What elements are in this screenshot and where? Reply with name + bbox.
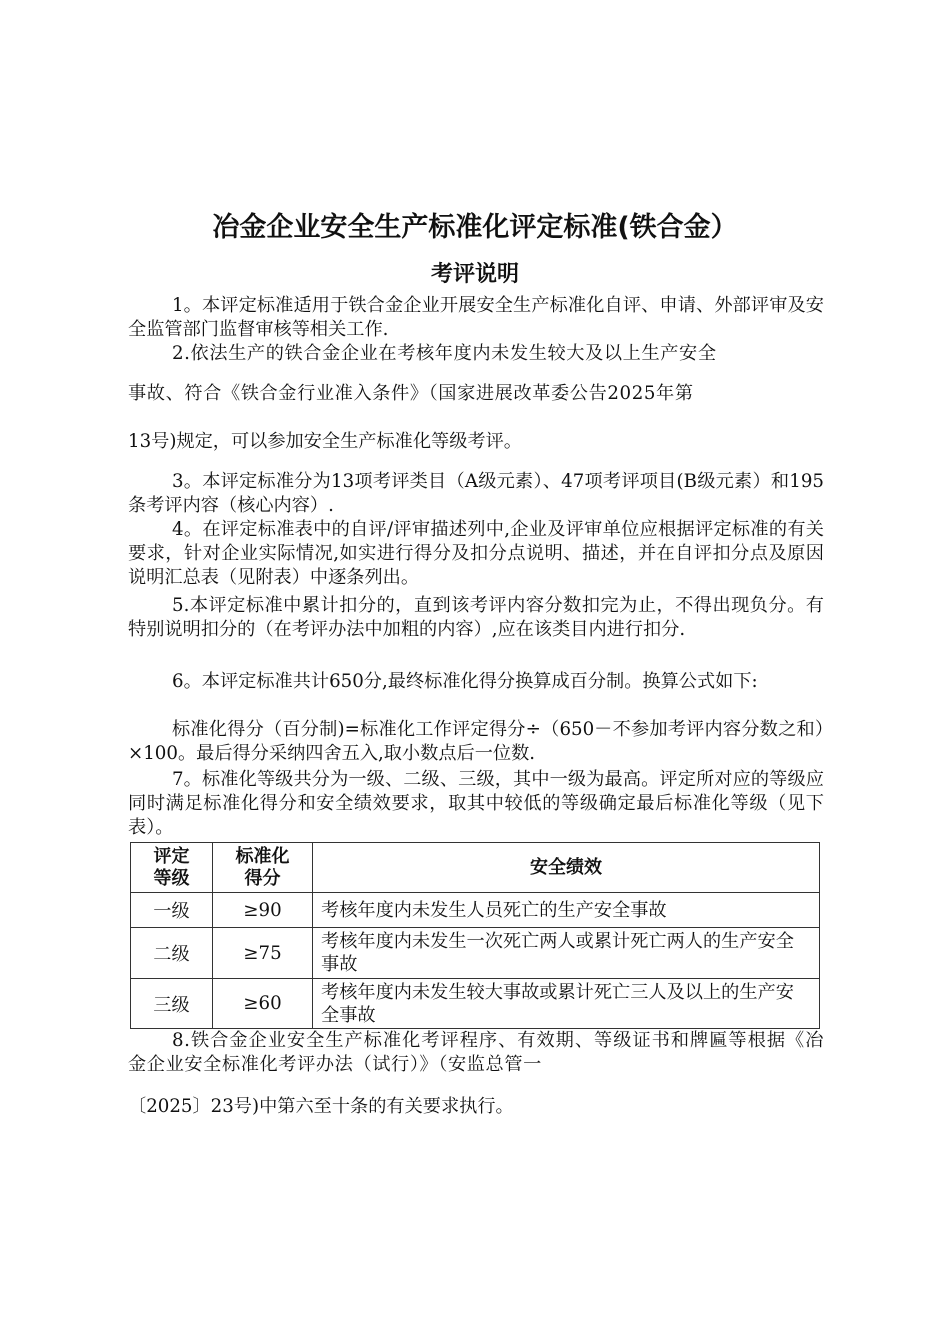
header-level-line-2: 等级 — [153, 867, 190, 889]
clause-5 — [128, 594, 824, 642]
clause-7 — [128, 768, 824, 840]
header-level-line-1: 评定 — [153, 845, 190, 867]
section-heading: 考评说明 — [430, 262, 519, 287]
document-title: 冶金企业安全生产标准化评定标准(铁合金） — [212, 212, 738, 243]
clause-1-text: 1。本评定标准适用于铁合金企业开展安全生产标准化自评、申请、外部评审及安全监管部门监督审核等相关工作. — [128, 295, 824, 340]
row-level: 二级 — [131, 928, 213, 979]
clause-8-end — [128, 1095, 824, 1119]
row-score: ≥60 — [213, 979, 313, 1029]
clause-8 — [128, 1029, 824, 1077]
table-row — [131, 893, 820, 928]
header-performance: 安全绩效 — [313, 843, 820, 893]
clause-7-text: 7。标准化等级共分为一级、二级、三级，其中一级为最高。评定所对应的等级应同时满足标准化得分和安全绩效要求，取其中较低的等级确定最后标准化等级（见下表）。 — [128, 769, 824, 838]
clause-8-line-3: 〔2025〕23号)中第六至十条的有关要求执行。 — [128, 1096, 514, 1117]
grade-table — [130, 842, 820, 1029]
table-row — [131, 928, 820, 979]
clause-2 — [128, 342, 824, 366]
row-performance: 考核年度内未发生较大事故或累计死亡三人及以上的生产安全事故 — [313, 979, 820, 1029]
clause-2-line-3: 13号)规定，可以参加安全生产标准化等级考评。 — [128, 431, 522, 452]
row-score: ≥90 — [213, 893, 313, 928]
header-level — [131, 843, 213, 893]
clause-3-text: 3。本评定标准分为13项考评类目（A级元素）、47项考评项目(B级元素）和195条考评内容（核心内容）. — [128, 471, 824, 516]
header-score-line-2: 得分 — [244, 867, 281, 889]
clause-2-cont — [128, 382, 824, 406]
clause-6 — [128, 670, 824, 694]
clause-6-formula — [128, 718, 824, 766]
clause-8-text: 8.铁合金企业安全生产标准化考评程序、有效期、等级证书和牌匾等根据《冶金企业安全标准化考评办法（试行）》（安监总管一 — [128, 1030, 824, 1075]
row-performance: 考核年度内未发生一次死亡两人或累计死亡两人的生产安全事故 — [313, 928, 820, 979]
header-score — [213, 843, 313, 893]
clause-2-line-2: 事故、符合《铁合金行业准入条件》（国家进展改革委公告2025年第 — [128, 383, 694, 404]
clause-4-text: 4。在评定标准表中的自评/评审描述列中,企业及评审单位应根据评定标准的有关要求，针对企业实际情况,如实进行得分及扣分点说明、描述，并在自评扣分点及原因说明汇总表（见附表）中逐条列出。 — [128, 519, 824, 588]
table-row — [131, 979, 820, 1029]
row-level: 三级 — [131, 979, 213, 1029]
grade-table-header — [131, 843, 820, 893]
row-performance: 考核年度内未发生人员死亡的生产安全事故 — [313, 893, 820, 928]
clause-6-text: 6。本评定标准共计650分,最终标准化得分换算成百分制。换算公式如下: — [172, 671, 758, 692]
header-score-line-1: 标准化 — [235, 845, 290, 867]
row-level: 一级 — [131, 893, 213, 928]
row-score: ≥75 — [213, 928, 313, 979]
clause-1 — [128, 294, 824, 342]
clause-3 — [128, 470, 824, 518]
clause-5-text: 5.本评定标准中累计扣分的，直到该考评内容分数扣完为止，不得出现负分。有特别说明扣分的（在考评办法中加粗的内容）,应在该类目内进行扣分. — [128, 595, 824, 640]
clause-2-end — [128, 430, 824, 454]
clause-6-formula-text: 标准化得分（百分制)=标准化工作评定得分÷（650－不参加考评内容分数之和）×100。最后得分采纳四舍五入,取小数点后一位数. — [128, 719, 824, 764]
clause-4 — [128, 518, 824, 590]
clause-2-line-1: 2.依法生产的铁合金企业在考核年度内未发生较大及以上生产安全 — [172, 343, 717, 364]
